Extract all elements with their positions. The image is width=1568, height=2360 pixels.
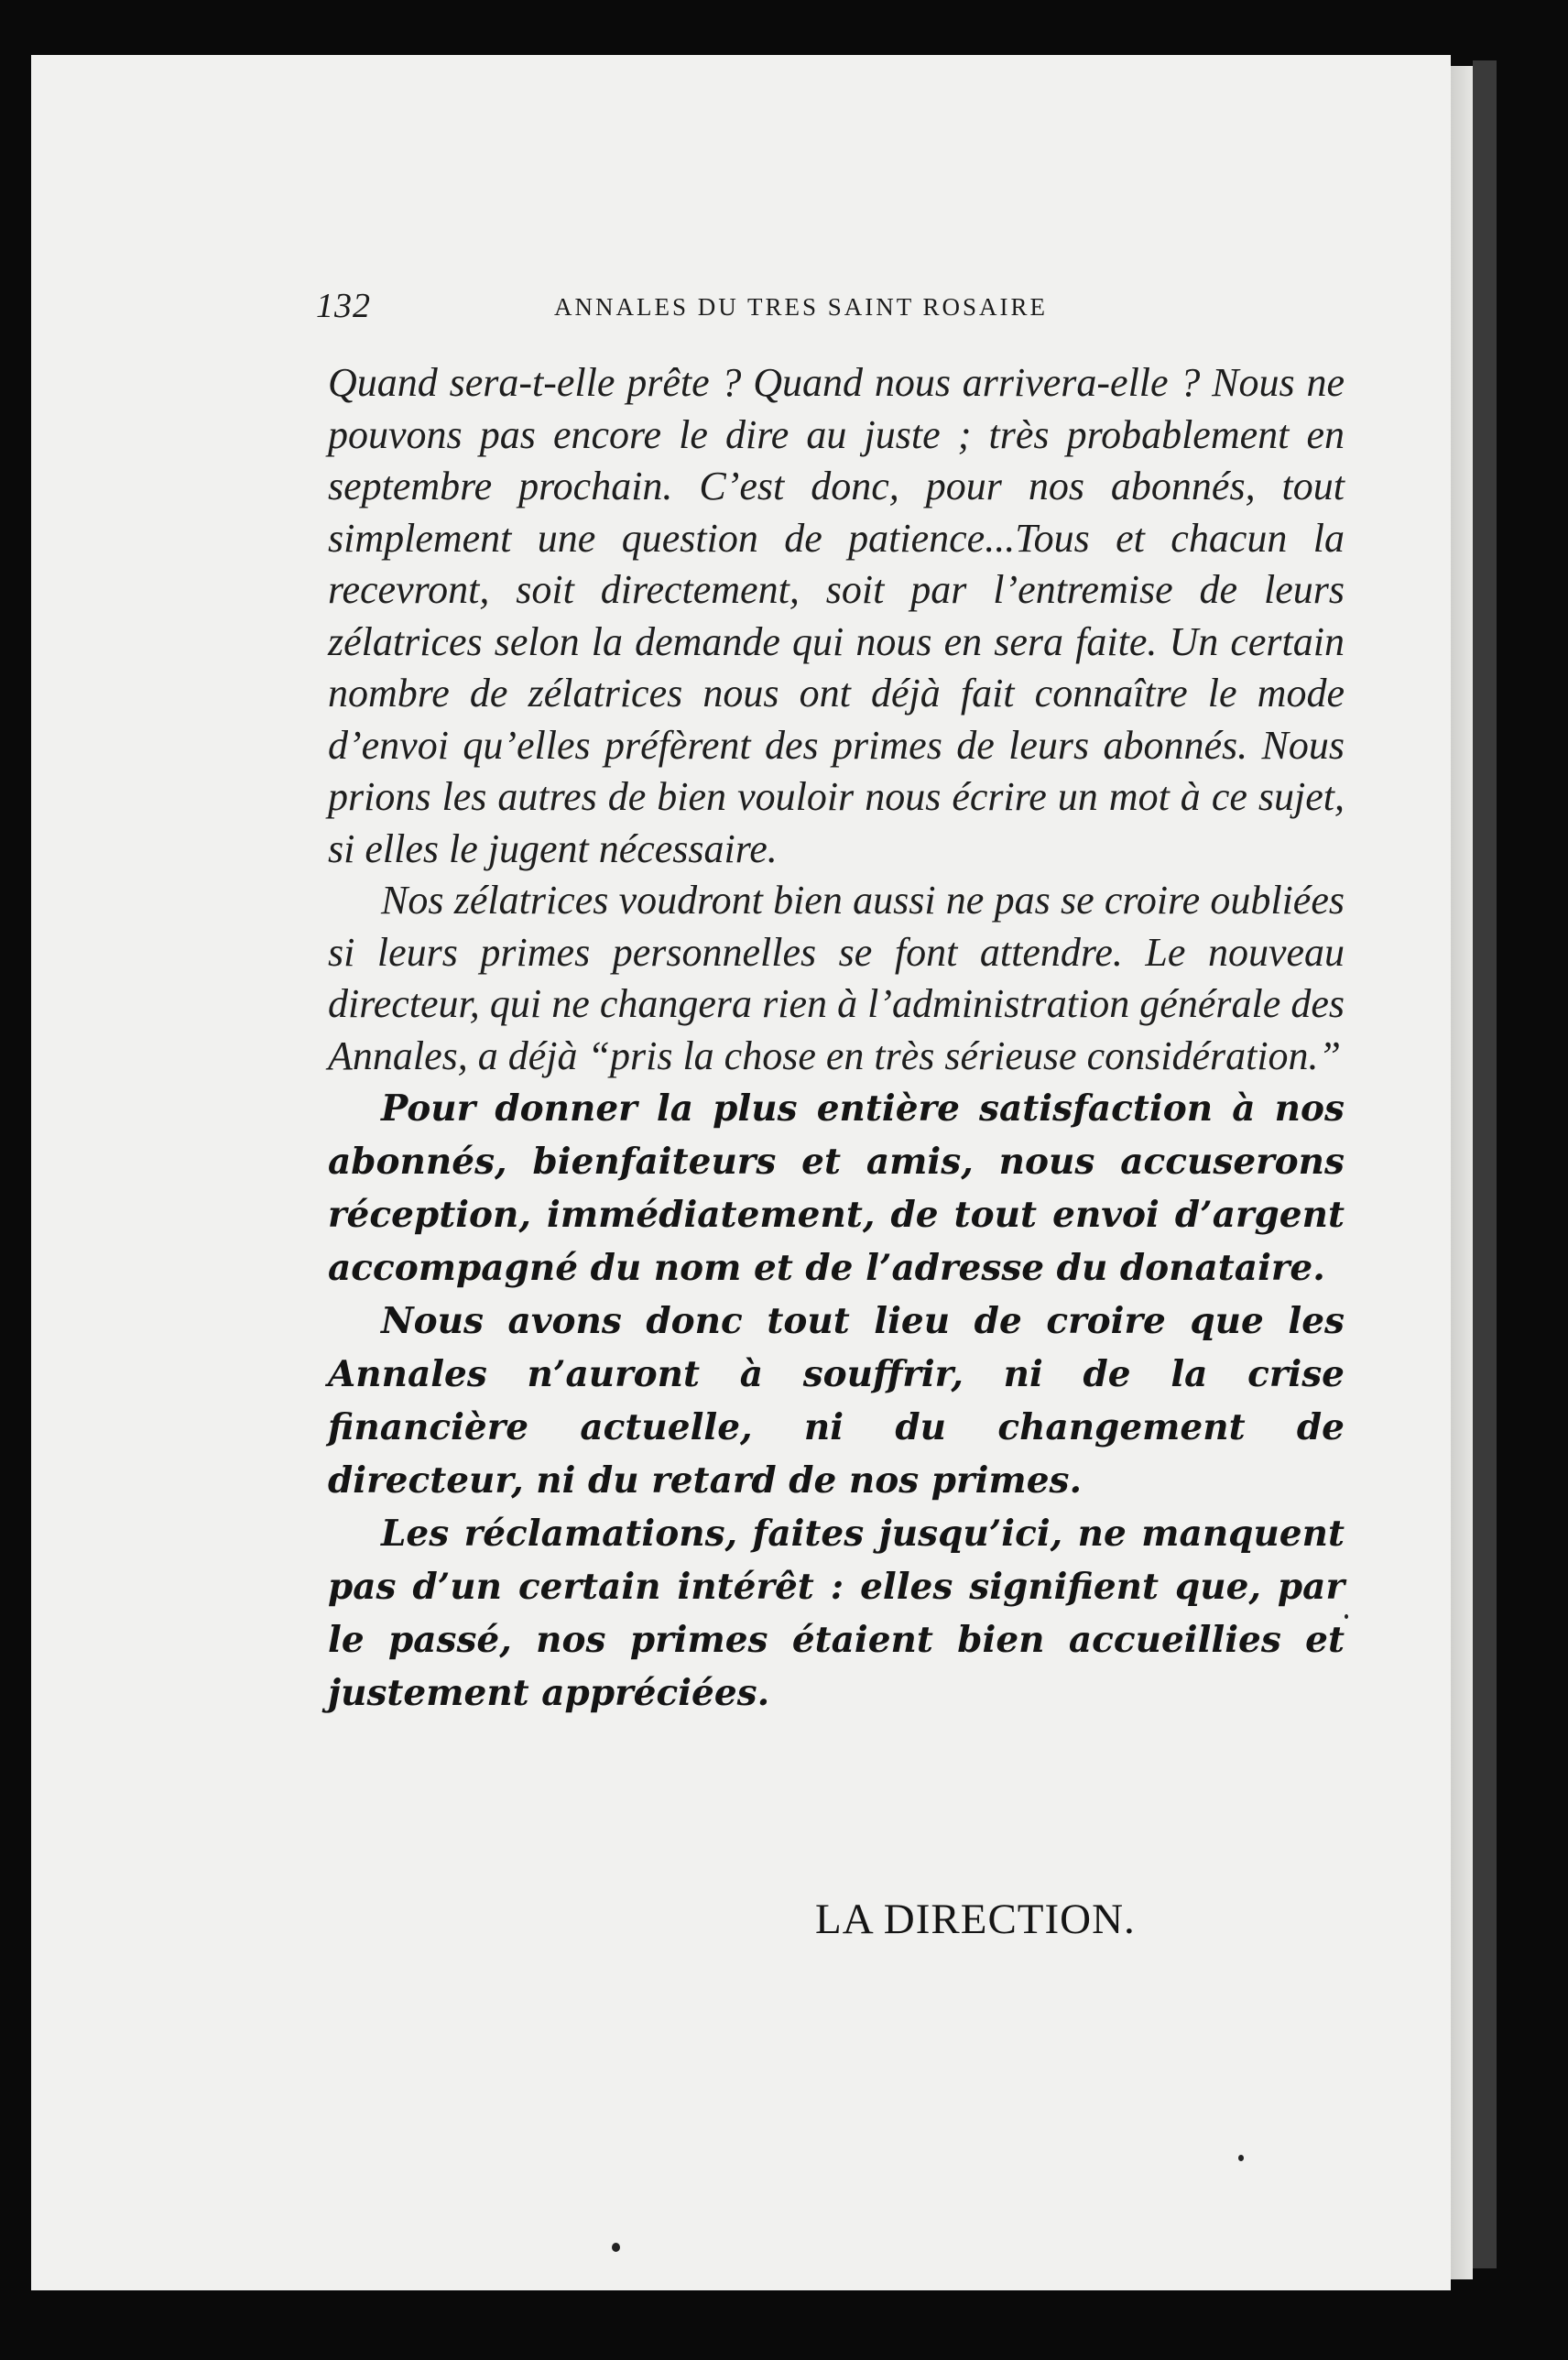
article-body (328, 357, 1345, 1720)
paragraph-1: Quand sera-t-elle prête ? Quand nous arrivera-elle ? Nous ne pouvons pas encore le dire au juste ; très probablement en septembre prochain. C’est donc, pour nos abonnés, tout simplement une question de patience...Tous et chacun la recevront, soit directement, soit par l’entremise de leurs zélatrices selon la demande qui nous en sera faite. Un certain nombre de zélatrices nous ont déjà fait connaître le mode d’envoi qu’elles préfèrent des primes de leurs abonnés. Nous prions les autres de bien vouloir nous écrire un mot à ce sujet, si elles le jugent nécessaire. (328, 360, 1345, 871)
signature: LA DIRECTION. (815, 1896, 1136, 1943)
ink-speck (612, 2243, 620, 2252)
journal-title: ANNALES DU TRES SAINT ROSAIRE (554, 293, 1049, 321)
page-gutter (1451, 66, 1473, 2279)
ink-speck (1238, 2155, 1244, 2161)
paragraph-4: Nous avons donc tout lieu de croire que les Annales n’auront à souffrir, ni de la crise financière actuelle, ni du changement de directeur, ni du retard de nos primes. (328, 1300, 1345, 1502)
running-head (316, 286, 1113, 332)
paragraph-2: Nos zélatrices voudront bien aussi ne pas se croire oubliées si leurs primes personnelles se font attendre. Le nouveau directeur, qui ne changera rien à l’administration générale des Annales, a déjà “pris la chose en très sérieuse considération.” (328, 878, 1345, 1078)
paragraph-3: Pour donner la plus entière satisfaction à nos abonnés, bienfaiteurs et amis, nous accuserons réception, immédiatement, de tout envoi d’argent accompagné du nom et de l’adresse du donataire. (328, 1087, 1345, 1289)
paragraph-5: Les réclamations, faites jusqu’ici, ne manquent pas d’un certain intérêt : elles signifient que, par le passé, nos primes étaient bien accueillies et justement appréciées. (328, 1513, 1345, 1714)
book-edge (1473, 60, 1497, 2268)
ink-speck (1345, 1614, 1348, 1619)
page-number: 132 (316, 287, 371, 325)
